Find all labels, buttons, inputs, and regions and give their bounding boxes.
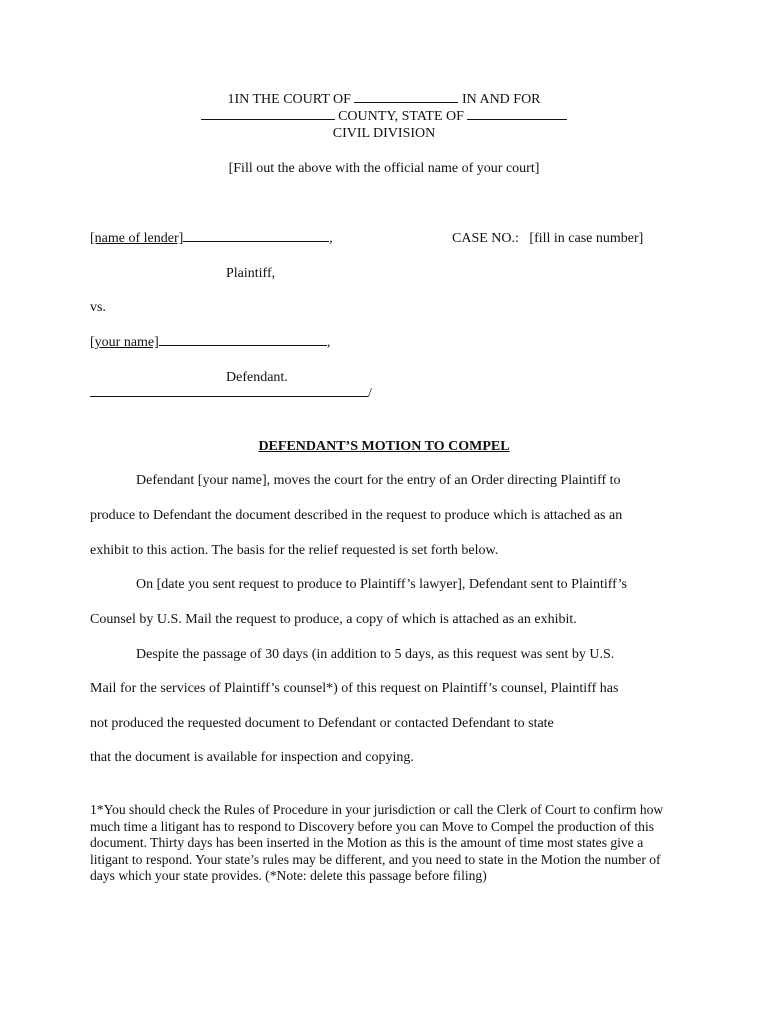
case-no-label: CASE NO.: <box>452 231 519 246</box>
motion-title: DEFENDANT’S MOTION TO COMPEL <box>258 439 510 454</box>
body-line: that the document is available for inspection and copying. <box>90 750 414 765</box>
plaintiff-name-line <box>90 231 333 247</box>
caption-closing-line <box>90 386 372 402</box>
body-line: produce to Defendant the document described in the request to produce which is attached as an <box>90 508 623 523</box>
body-line: Mail for the services of Plaintiff’s counsel*) of this request on Plaintiff’s counsel, Plaintiff has <box>90 681 619 696</box>
court-header-line-1 <box>0 92 768 108</box>
court-header-text: 1IN THE COURT OF <box>227 92 351 107</box>
caption-slash: / <box>368 386 372 401</box>
court-header-text: IN AND FOR <box>461 92 541 107</box>
court-instruction: [Fill out the above with the official name of your court] <box>228 161 540 176</box>
court-header-line-3: CIVIL DIVISION <box>332 126 436 141</box>
body-line: not produced the requested document to Defendant or contacted Defendant to state <box>90 716 554 731</box>
lender-name-field: [name of lender] <box>90 231 184 246</box>
body-line: Defendant [your name], moves the court for the entry of an Order directing Plaintiff to <box>136 473 621 488</box>
case-no-value: [fill in case number] <box>529 231 644 246</box>
body-line: On [date you sent request to produce to Plaintiff’s lawyer], Defendant sent to Plaintiff’s <box>136 577 627 592</box>
comma: , <box>329 231 333 246</box>
body-line: exhibit to this action. The basis for the relief requested is set forth below. <box>90 543 499 558</box>
plaintiff-label: Plaintiff, <box>226 266 276 281</box>
defendant-label: Defendant. <box>226 370 288 385</box>
state-blank <box>467 118 567 120</box>
caption-rule <box>90 395 368 397</box>
footnote: 1*You should check the Rules of Procedure in your jurisdiction or call the Clerk of Court to confirm how much time a litigant has to respond to Discovery before you can Move to Compel the production of this document. Thirty days has been inserted in the Motion as this is the amount of time most states give a litigant to respond. Your state’s rules may be different, and you need to state in the Motion the number of days which your state provides. (*Note: delete this passage before filing) <box>90 802 664 883</box>
body-line: Counsel by U.S. Mail the request to produce, a copy of which is attached as an exhibit. <box>90 612 577 627</box>
defendant-name-line <box>90 335 330 351</box>
defendant-name-blank <box>159 344 327 346</box>
lender-name-blank <box>183 240 329 242</box>
county-blank <box>201 118 335 120</box>
case-number <box>452 231 643 247</box>
versus-label: vs. <box>90 300 106 315</box>
defendant-name-field: [your name] <box>90 335 159 350</box>
court-header-text: COUNTY, STATE OF <box>338 109 464 124</box>
court-name-blank <box>354 101 458 103</box>
court-header-line-2 <box>0 109 768 125</box>
body-line: Despite the passage of 30 days (in addition to 5 days, as this request was sent by U.S. <box>136 647 615 662</box>
comma: , <box>326 335 331 350</box>
